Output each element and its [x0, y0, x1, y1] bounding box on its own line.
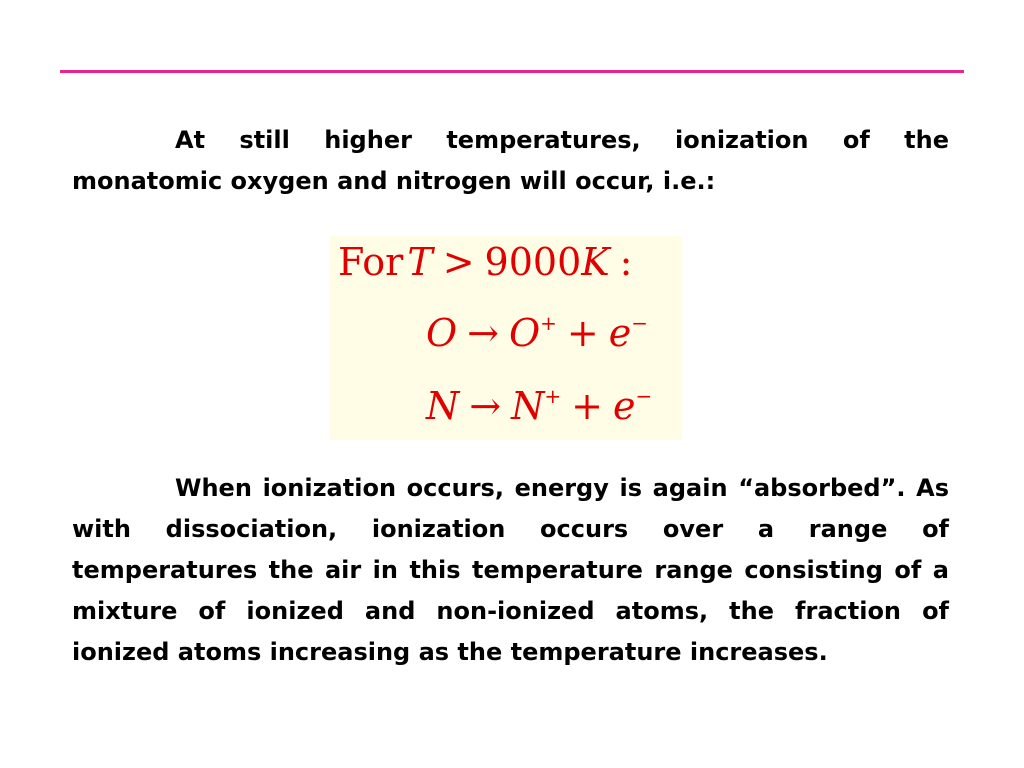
condition-prefix: For [338, 240, 404, 284]
electron-charge: − [635, 384, 653, 408]
electron: e [608, 311, 632, 355]
oxygen-ionization-equation [426, 311, 648, 355]
paragraph-ionization-intro: At still higher temperatures, ionization of the monatomic oxygen and nitrogen will occur, i.e.: [72, 126, 949, 195]
nitrogen-ion: N [511, 384, 545, 428]
electron: e [612, 384, 636, 428]
nitrogen-reactant: N [426, 384, 460, 428]
reaction-arrow: → [469, 384, 502, 428]
paragraph-ionization-explanation: When ionization occurs, energy is again “absorbed”. As with dissociation, ionization occurs over a range of temperatures the air in this temperature range consisting of a mixture of ionized and non-ionized atoms, the fraction of ionized atoms increasing as the temperature increases. [72, 474, 949, 666]
condition-variable: T [407, 240, 433, 284]
condition-unit: K [581, 240, 610, 284]
equation-box [330, 236, 682, 440]
electron-charge: − [631, 311, 649, 335]
condition-colon: : [619, 240, 633, 284]
plus-sign: + [571, 384, 603, 428]
condition-value: 9000 [484, 240, 582, 284]
plus-sign: + [566, 311, 599, 355]
temperature-condition [338, 240, 632, 284]
condition-operator: > [442, 240, 475, 284]
nitrogen-ion-charge: + [544, 384, 562, 408]
top-accent-rule [60, 70, 964, 73]
nitrogen-ionization-equation [426, 384, 652, 428]
oxygen-reactant: O [426, 311, 458, 355]
oxygen-ion-charge: + [540, 311, 557, 335]
oxygen-ion: O [509, 311, 541, 355]
reaction-arrow: → [467, 311, 499, 355]
